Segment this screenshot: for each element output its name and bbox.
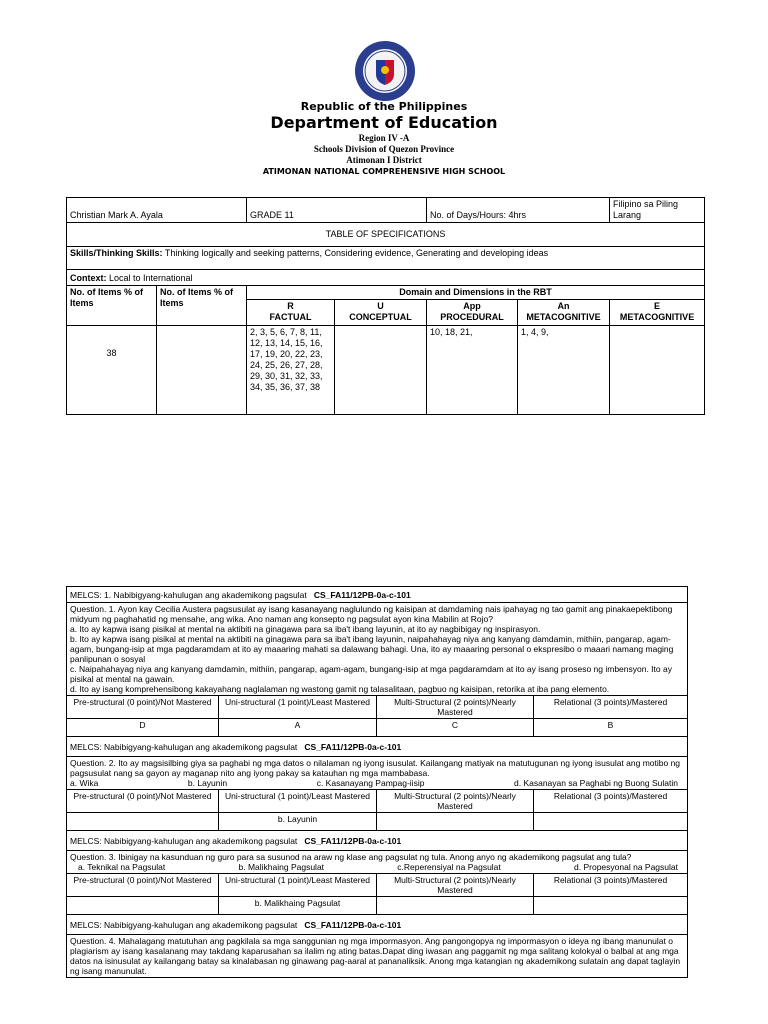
answers-row <box>67 897 688 915</box>
level-unistructural: Uni-structural (1 point)/Least Mastered <box>219 696 377 719</box>
region-line: Region IV -A <box>358 133 410 143</box>
melc-row <box>67 915 688 935</box>
context-value: Local to International <box>106 273 193 283</box>
answer-prestructural <box>67 813 219 831</box>
level-prestructural: Pre-structural (0 point)/Not Mastered <box>67 874 219 897</box>
melcs-table <box>66 586 688 978</box>
info-row <box>67 198 705 223</box>
tos-table <box>66 197 705 415</box>
items-header-2: No. of Items % of Items <box>157 286 247 326</box>
answer-relational <box>534 897 688 915</box>
answer-multistructural <box>377 813 534 831</box>
metacognitive-e-items <box>610 326 705 415</box>
melc-label: MELCS: Nabibigyang-kahulugan ang akademikong pagsulat <box>70 835 298 846</box>
context-row <box>67 270 705 286</box>
level-multistructural: Multi-Structural (2 points)/Nearly Mastered <box>377 790 534 813</box>
melc-code: CS_FA11/12PB-0a-c-101 <box>304 741 402 752</box>
division-line: Schools Division of Quezon Province <box>313 144 455 154</box>
conceptual-items <box>335 326 427 415</box>
items-header-1: No. of Items % of Items <box>67 286 157 326</box>
answer-unistructural: b. Layunin <box>219 813 377 831</box>
question-3-options: a. Teknikal na Pagsulat b. Malikhaing Pagsulat c.Reperensiyal na Pagsulat d. Propesyonal na Pagsulat <box>78 862 678 872</box>
items-count: 38 <box>67 326 157 415</box>
answer-prestructural <box>67 897 219 915</box>
skills-value: Thinking logically and seeking patterns, Considering evidence, Generating and developing ideas <box>162 248 549 258</box>
melc-code: CS_FA11/12PB-0a-c-101 <box>313 589 411 600</box>
answers-row <box>67 813 688 831</box>
melc-row <box>67 831 688 851</box>
level-prestructural: Pre-structural (0 point)/Not Mastered <box>67 790 219 813</box>
dim-metacognitive-an: An METACOGNITIVE <box>518 300 610 326</box>
answer-multistructural <box>377 897 534 915</box>
factual-items: 2, 3, 5, 6, 7, 8, 11, 12, 13, 14, 15, 16, 17, 19, 20, 22, 23, 24, 25, 26, 27, 28, 29, 30, 31, 32, 33, 34, 35, 36, 37, 38 <box>247 326 335 415</box>
tos-title: TABLE OF SPECIFICATIONS <box>67 223 705 247</box>
levels-row <box>67 696 688 719</box>
skills-row <box>67 247 705 270</box>
level-multistructural: Multi-Structural (2 points)/Nearly Mastered <box>377 874 534 897</box>
levels-row <box>67 790 688 813</box>
dim-factual: R FACTUAL <box>247 300 335 326</box>
melc-row <box>67 587 688 603</box>
procedural-items: 10, 18, 21, <box>427 326 518 415</box>
level-unistructural: Uni-structural (1 point)/Least Mastered <box>219 790 377 813</box>
context-label: Context: <box>70 273 107 283</box>
school-name: ATIMONAN NATIONAL COMPREHENSIVE HIGH SCHOOL <box>262 167 506 176</box>
skills-label: Skills/Thinking Skills: <box>70 248 163 258</box>
dim-procedural: App PROCEDURAL <box>427 300 518 326</box>
answer-unistructural: A <box>219 719 377 737</box>
melc-code: CS_FA11/12PB-0a-c-101 <box>304 919 402 930</box>
metacognitive-an-items: 1, 4, 9, <box>518 326 610 415</box>
subject-name: Filipino sa Piling Larang <box>610 198 705 223</box>
dim-conceptual: U CONCEPTUAL <box>335 300 427 326</box>
answer-multistructural: C <box>377 719 534 737</box>
level-relational: Relational (3 points)/Mastered <box>534 696 688 719</box>
answer-unistructural: b. Malikhaing Pagsulat <box>219 897 377 915</box>
items-count-2 <box>157 326 247 415</box>
question-2-options: a. Wika b. Layunin c. Kasanayang Pampag-iisip d. Kasanayan sa Paghabi ng Buong Sulatin <box>70 778 678 788</box>
question-4: Question. 4. Mahalagang matutuhan ang pagkilala sa mga sanggunian ng mga impormasyon. Ang pangongopya ng impormasyon o ideya ng ibang manunulat o plagiarism ay isang kasalanang may takdang kaparusahan sa ilalim ng ating batas.Dapat ding iwasan ang paggamit ng mga salitang kolokyal o balbal at ang mga datos na isinusulat ay kailangang batay sa kinalabasan ng ginawang pag-aaral at pananaliksik. Anong mga katangian ng akademikong sulatain ang dapat taglayin ng isang manunulat. <box>67 935 688 978</box>
answers-row <box>67 719 688 737</box>
district-line: Atimonan I District <box>346 155 422 165</box>
days-hours: No. of Days/Hours: 4hrs <box>427 198 610 223</box>
dim-metacognitive-e: E METACOGNITIVE <box>610 300 705 326</box>
melc-row <box>67 737 688 757</box>
melc-code: CS_FA11/12PB-0a-c-101 <box>304 835 402 846</box>
question-3: Question. 3. Ibinigay na kasunduan ng guro para sa susunod na araw ng klase ang pagsulat ng tula. Anong anyo ng akademikong pagsulat ang tula? a. Teknikal na Pagsulat b. Malikhaing Pagsulat c.Reperensiyal na Pagsulat d. Propesyonal na Pagsulat <box>67 851 688 874</box>
answer-prestructural: D <box>67 719 219 737</box>
grade-level: GRADE 11 <box>247 198 427 223</box>
level-unistructural: Uni-structural (1 point)/Least Mastered <box>219 874 377 897</box>
answer-relational <box>534 813 688 831</box>
level-relational: Relational (3 points)/Mastered <box>534 874 688 897</box>
domain-header: Domain and Dimensions in the RBT <box>247 286 705 300</box>
melc-label: MELCS: Nabibigyang-kahulugan ang akademikong pagsulat <box>70 919 298 930</box>
question-1: Question. 1. Ayon kay Cecilia Austera pagsusulat ay isang kasanayang naglulundo ng kaisipan at damdaming nais ipahayag ng tao gamit ang pinakaepektibong midyum ng paghahatid ng mensahe, ang wika. Ano naman ang konsepto ng pagsulat ayon kina Mabilin at Rojo? a. Ito ay kapwa isang pisikal at mental na aktibiti na ginagawa para sa iba't ibang layunin, at ito ay nagbibigay ng inspirasyon. b. Ito ay kapwa isang pisikal at mental na aktibiti na ginagawa para sa iba't ibang layunin, naipahahayag niya ang kanyang damdamin, mithiin, pangarap, agam-agam, bungang-isip at mga pagdaramdam at ito ay maaaring mahati sa dalawang bahagi. Una, ito ay maaaring personal o ekspresibo o maaari namang maging panlipunan o sosyal c. Naipahahayag niya ang kanyang damdamin, mithiin, pangarap, agam-agam, bungang-isip at mga pagdaramdam at ito ay isang proseso ng imbensyon. Ito ay pisikal at mental na gawain. d. Ito ay isang komprehensibong kakayahang naglalaman ng wastong gamit ng talasalitaan, pagbuo ng kaisipan, retorika at iba pang elemento. <box>67 603 688 696</box>
level-relational: Relational (3 points)/Mastered <box>534 790 688 813</box>
republic-heading: Republic of the Philippines <box>300 100 468 113</box>
tos-data-row <box>67 326 705 415</box>
department-heading: Department of Education <box>270 113 498 132</box>
melc-label: MELCS: 1. Nabibigyang-kahulugan ang akademikong pagsulat <box>70 589 307 600</box>
question-2: Question. 2. Ito ay magsisilbing giya sa paghabi ng mga datos o nilalaman ng iyong isusulat. Kailangang matiyak na matutugunan ng iyong isusulat ang motibo ng pagsusulat nang sa gayon ay maganap nito ang iyong pakay sa katauhan ng mga mambabasa. a. Wika b. Layunin c. Kasanayang Pampag-iisip d. Kasanayan sa Paghabi ng Buong Sulatin <box>67 757 688 790</box>
teacher-name: Christian Mark A. Ayala <box>67 198 247 223</box>
deped-seal <box>354 40 416 102</box>
level-prestructural: Pre-structural (0 point)/Not Mastered <box>67 696 219 719</box>
answer-relational: B <box>534 719 688 737</box>
level-multistructural: Multi-Structural (2 points)/Nearly Mastered <box>377 696 534 719</box>
melc-label: MELCS: Nabibigyang-kahulugan ang akademikong pagsulat <box>70 741 298 752</box>
levels-row <box>67 874 688 897</box>
